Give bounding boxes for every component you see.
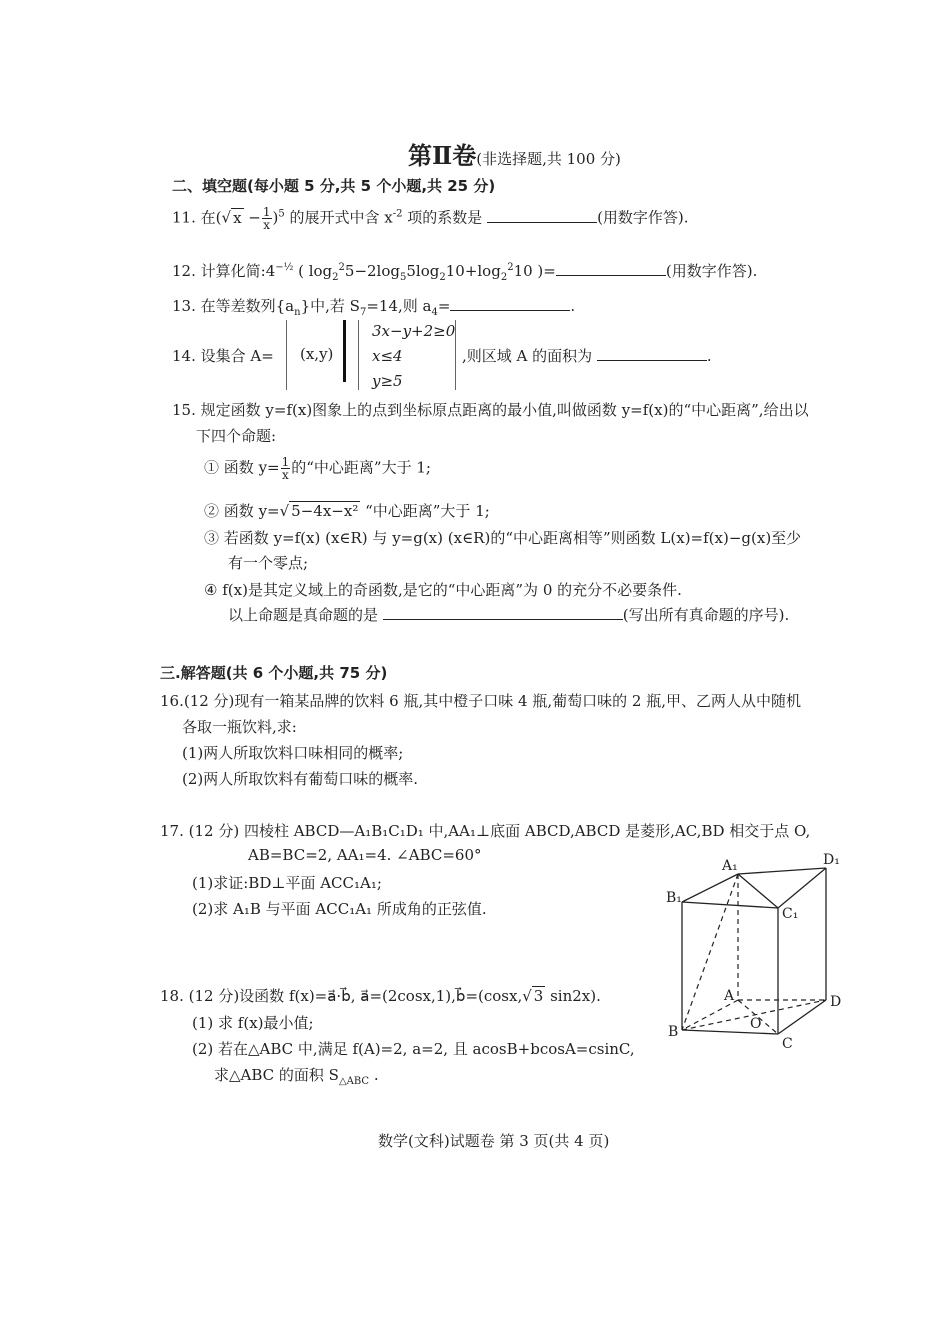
question-14-tail: ,则区域 A 的面积为 . — [462, 347, 712, 365]
system-brace — [358, 320, 365, 390]
answer-blank-13[interactable] — [450, 296, 570, 311]
constraint-2: x≤4 — [372, 347, 403, 365]
answer-blank-11[interactable] — [487, 208, 597, 223]
set-brace-right — [455, 320, 462, 390]
q15-item-4: ④ f(x)是其定义域上的奇函数,是它的“中心距离”为 0 的充分不必要条件. — [204, 581, 682, 599]
label-o: O — [750, 1016, 762, 1032]
question-15-line2: 下四个命题: — [196, 427, 277, 445]
edge-c-d — [778, 1000, 826, 1034]
question-18-line1: 18. (12 分)设函数 f(x)=a⃗·b⃗, a⃗=(2cosx,1),b⃗=(cosx,√ 3 sin2x). — [160, 987, 601, 1005]
answer-blank-14[interactable] — [597, 346, 707, 361]
edge-b1-c1 — [682, 902, 778, 908]
set-element: (x,y) — [300, 345, 334, 363]
label-b1: B₁ — [666, 890, 682, 906]
q15-item-1: ① 函数 y= $\frac{1}{x}$ 的“中心距离”大于 1; — [204, 455, 431, 482]
answer-blank-12[interactable] — [556, 261, 666, 276]
question-15-line1: 15. 规定函数 y=f(x)图象上的点到坐标原点距离的最小值,叫做函数 y=f(x)的“中心距离”,给出以 — [172, 401, 809, 419]
edge-b-c — [682, 1030, 778, 1034]
question-17-line1: 17. (12 分) 四棱柱 ABCD—A₁B₁C₁D₁ 中,AA₁⊥底面 ABCD,ABCD 是菱形,AC,BD 相交于点 O, — [160, 822, 811, 840]
label-b: B — [668, 1024, 679, 1040]
question-17-part1: (1)求证:BD⊥平面 ACC₁A₁; — [192, 874, 382, 892]
question-11: 11. 在(√ x − $\frac{1}{x}$ )$^5$ 的展开式中含 $x^{-2}$ 项的系数是 (用数字作答). — [172, 205, 689, 232]
edge-a1-d1 — [738, 868, 826, 874]
q15-item-3: ③ 若函数 y=f(x) (x∈R) 与 y=g(x) (x∈R)的“中心距离相等”则函数 L(x)=f(x)−g(x)至少 — [204, 529, 802, 547]
edge-a1-b1 — [682, 874, 738, 902]
question-16-part1: (1)两人所取饮料口味相同的概率; — [182, 744, 404, 762]
label-a1: A₁ — [722, 858, 738, 874]
constraint-3: y≥5 — [372, 372, 403, 390]
diag-a1-c1 — [738, 874, 778, 908]
answer-blank-15[interactable] — [383, 605, 623, 620]
question-18-part2: (2) 若在△ABC 中,满足 f(A)=2, a=2, 且 acosB+bcosA=csinC, — [192, 1040, 635, 1058]
question-16-line2: 各取一瓶饮料,求: — [182, 718, 297, 736]
set-divider — [343, 320, 346, 382]
label-a: A — [724, 988, 735, 1004]
prism-figure — [660, 850, 860, 1050]
label-c: C — [782, 1036, 793, 1050]
constraint-1: 3x−y+2≥0 — [372, 322, 456, 340]
set-brace-left — [286, 320, 293, 390]
question-18-part1: (1) 求 f(x)最小值; — [192, 1014, 314, 1032]
q15-item-3-cont: 有一个零点; — [228, 554, 309, 572]
label-d: D — [830, 994, 842, 1010]
question-14: 14. 设集合 A= — [172, 347, 274, 365]
fraction-1-over-x: $\frac{1}{x}$ — [262, 205, 271, 232]
question-16-part2: (2)两人所取饮料有葡萄口味的概率. — [182, 770, 419, 788]
page-footer: 数学(文科)试题卷 第 3 页(共 4 页) — [378, 1132, 610, 1150]
edge-a-b — [682, 1000, 738, 1030]
page-title — [408, 136, 621, 171]
title-main: 第Ⅱ卷 — [408, 141, 477, 170]
q15-item-2: ② 函数 y=√ 5−4x−x² “中心距离”大于 1; — [204, 502, 490, 520]
question-16-line1: 16.(12 分)现有一箱某品牌的饮料 6 瓶,其中橙子口味 4 瓶,葡萄口味的 2 瓶,甲、乙两人从中随机 — [160, 692, 801, 710]
question-18-part3: 求△ABC 的面积 $S_{\triangle ABC}$ . — [214, 1066, 379, 1087]
q15-conclusion: 以上命题是真命题的是 (写出所有真命题的序号). — [228, 606, 790, 624]
edge-c1-d1 — [778, 868, 826, 908]
section2-heading: 二、填空题(每小题 5 分,共 5 个小题,共 25 分) — [172, 177, 496, 195]
question-17-part2: (2)求 A₁B 与平面 ACC₁A₁ 所成角的正弦值. — [192, 900, 487, 918]
label-d1: D₁ — [823, 852, 840, 868]
section3-heading: 三.解答题(共 6 个小题,共 75 分) — [160, 664, 388, 682]
fraction-1-over-x-item1: $\frac{1}{x}$ — [281, 455, 290, 482]
question-12: 12. 计算化简$:4^{-\frac{1}{2}}$ ( $\log_2^25-2\log_55\log_210+\log_2^210$ )= (用数字作答). — [172, 262, 758, 283]
title-note: (非选择题,共 100 分) — [476, 150, 621, 168]
label-c1: C₁ — [782, 906, 799, 922]
question-13: 13. 在等差数列$\{a_n\}$中,若 $S_7=14$,则 $a_4=$ . — [172, 297, 576, 318]
question-17-line2: AB=BC=2, AA₁=4. ∠ABC=60° — [248, 846, 482, 864]
